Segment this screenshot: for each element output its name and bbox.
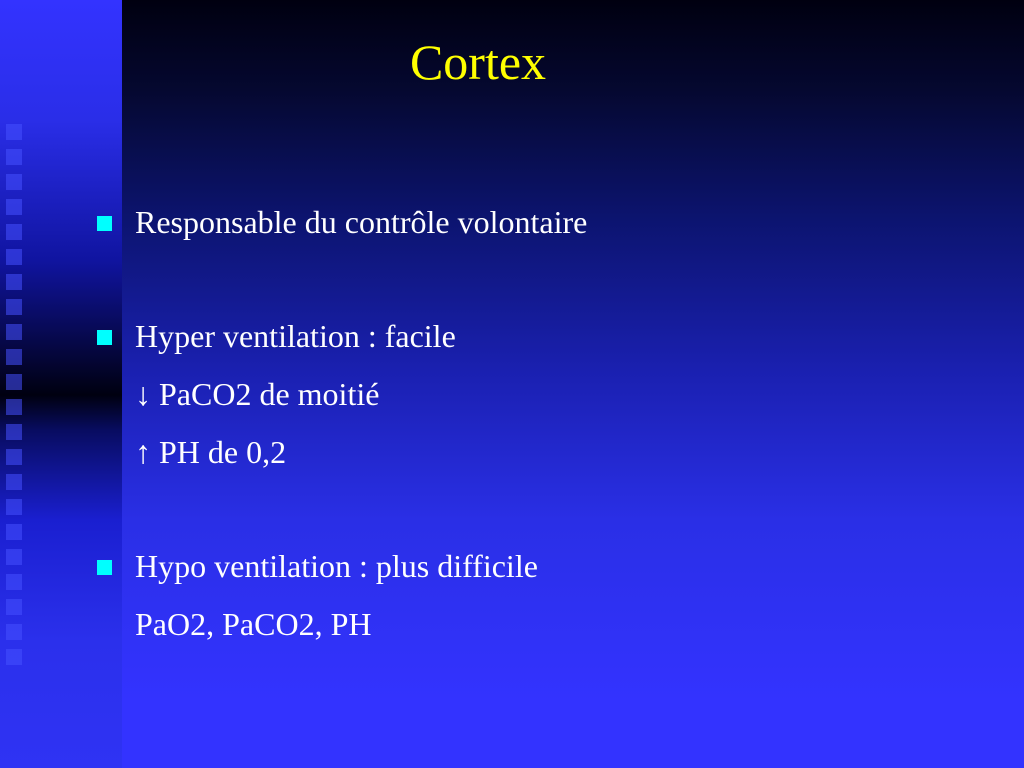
decor-square: [6, 174, 22, 190]
decor-square: [6, 549, 22, 565]
bullet-subline: ↑ PH de 0,2: [135, 434, 287, 470]
decor-square: [6, 274, 22, 290]
decor-square: [6, 424, 22, 440]
decor-square: [6, 599, 22, 615]
bullet-marker: [97, 216, 112, 231]
decor-square: [6, 524, 22, 540]
decor-square: [6, 249, 22, 265]
decor-square: [6, 324, 22, 340]
decor-square: [6, 224, 22, 240]
bullet-text: Hypo ventilation : plus difficile: [135, 548, 538, 584]
decor-square: [6, 349, 22, 365]
decor-square: [6, 149, 22, 165]
decor-square: [6, 299, 22, 315]
bullet-subline: PaO2, PaCO2, PH: [135, 606, 372, 642]
decor-square: [6, 499, 22, 515]
bullet-text: Responsable du contrôle volontaire: [135, 204, 588, 240]
decor-square: [6, 649, 22, 665]
bullet-marker: [97, 330, 112, 345]
decor-square: [6, 399, 22, 415]
decor-square: [6, 624, 22, 640]
left-decor-strip: [0, 0, 122, 768]
decor-squares: [6, 124, 26, 674]
slide-title: Cortex: [409, 34, 547, 90]
decor-square: [6, 574, 22, 590]
decor-square: [6, 374, 22, 390]
bullet-marker: [97, 560, 112, 575]
decor-square: [6, 474, 22, 490]
decor-square: [6, 449, 22, 465]
decor-square: [6, 199, 22, 215]
decor-square: [6, 124, 22, 140]
bullet-text: Hyper ventilation : facile: [135, 318, 456, 354]
bullet-subline: ↓ PaCO2 de moitié: [135, 376, 380, 412]
